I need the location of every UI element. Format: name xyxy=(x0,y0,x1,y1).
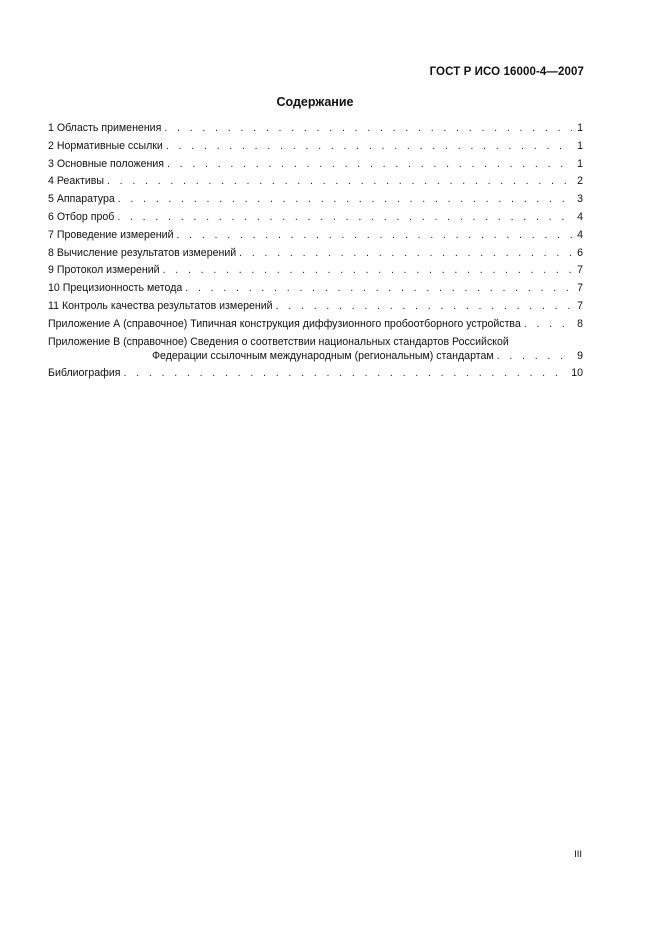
toc-entry-label: 10 Прецизионность метода xyxy=(48,282,183,295)
toc-entry[interactable] xyxy=(48,210,583,228)
toc-leader-dots xyxy=(177,228,573,242)
toc-entry-page: 8 xyxy=(577,317,583,330)
toc-entry-label: Приложение А (справочное) Типичная конструкция диффузионного пробоотборного устройства xyxy=(48,317,521,330)
toc-entry-label: 8 Вычисление результатов измерений xyxy=(48,246,237,259)
toc-leader-dots xyxy=(166,139,572,153)
toc-entry-page: 1 xyxy=(577,157,583,170)
toc-leader-dots xyxy=(167,157,572,171)
table-of-contents xyxy=(48,121,583,384)
toc-leader-dots xyxy=(123,366,568,380)
toc-entry[interactable] xyxy=(48,263,583,281)
toc-entry-page: 1 xyxy=(577,139,583,152)
toc-entry-bibliography[interactable] xyxy=(48,366,583,384)
toc-entry[interactable] xyxy=(48,174,583,192)
toc-entry-label: 2 Нормативные ссылки xyxy=(48,139,163,152)
toc-entry-page: 4 xyxy=(577,210,583,223)
toc-leader-dots xyxy=(164,121,572,135)
toc-entry-label: 9 Протокол измерений xyxy=(48,264,160,277)
toc-entry-label: 4 Реактивы xyxy=(48,175,104,188)
toc-entry-label-line1: Приложение В (справочное) Сведения о соответствии национальных стандартов Российской xyxy=(48,335,509,348)
toc-entry-page: 7 xyxy=(577,299,583,312)
document-code: ГОСТ Р ИСО 16000-4—2007 xyxy=(429,66,584,78)
toc-entry-label: 5 Аппаратура xyxy=(48,193,115,206)
toc-entry[interactable] xyxy=(48,317,583,335)
toc-entry-page: 1 xyxy=(577,122,583,134)
toc-entry-page: 7 xyxy=(577,264,583,277)
page-number: III xyxy=(574,849,582,860)
toc-entry[interactable] xyxy=(48,246,583,264)
toc-entry[interactable] xyxy=(48,228,583,246)
toc-entry[interactable] xyxy=(48,299,583,317)
toc-entry-page: 6 xyxy=(577,246,583,259)
toc-entry[interactable] xyxy=(48,121,583,139)
toc-leader-dots xyxy=(239,246,572,260)
toc-entry-label-line2: Федерации ссылочным международным (региональным) стандартам xyxy=(152,349,494,362)
toc-entry-page: 7 xyxy=(577,282,583,295)
toc-entry-page: 3 xyxy=(577,193,583,206)
toc-entry-label: 7 Проведение измерений xyxy=(48,228,174,241)
toc-leader-dots xyxy=(163,263,572,277)
toc-entry-appendix-b[interactable] xyxy=(48,335,583,363)
toc-leader-dots xyxy=(524,317,572,331)
toc-entry-label: 1 Область применения xyxy=(48,122,162,134)
toc-leader-dots xyxy=(276,299,572,313)
toc-leader-dots xyxy=(107,174,572,188)
toc-leader-dots xyxy=(118,192,572,206)
toc-entry-label: 3 Основные положения xyxy=(48,157,164,170)
toc-entry[interactable] xyxy=(48,192,583,210)
toc-entry-page: 9 xyxy=(577,349,583,362)
toc-entry-label: Библиография xyxy=(48,367,121,380)
toc-entry-label: 6 Отбор проб xyxy=(48,210,115,223)
toc-entry[interactable] xyxy=(48,157,583,175)
toc-entry[interactable] xyxy=(48,281,583,299)
toc-entry-page: 4 xyxy=(577,228,583,241)
toc-entry[interactable] xyxy=(48,139,583,157)
toc-leader-dots xyxy=(497,349,572,363)
toc-title: Содержание xyxy=(276,95,354,109)
toc-entry-page: 10 xyxy=(571,367,583,380)
toc-entry-label: 11 Контроль качества результатов измерений xyxy=(48,299,273,312)
toc-leader-dots xyxy=(185,281,572,295)
toc-entry-page: 2 xyxy=(577,175,583,188)
toc-leader-dots xyxy=(117,210,572,224)
